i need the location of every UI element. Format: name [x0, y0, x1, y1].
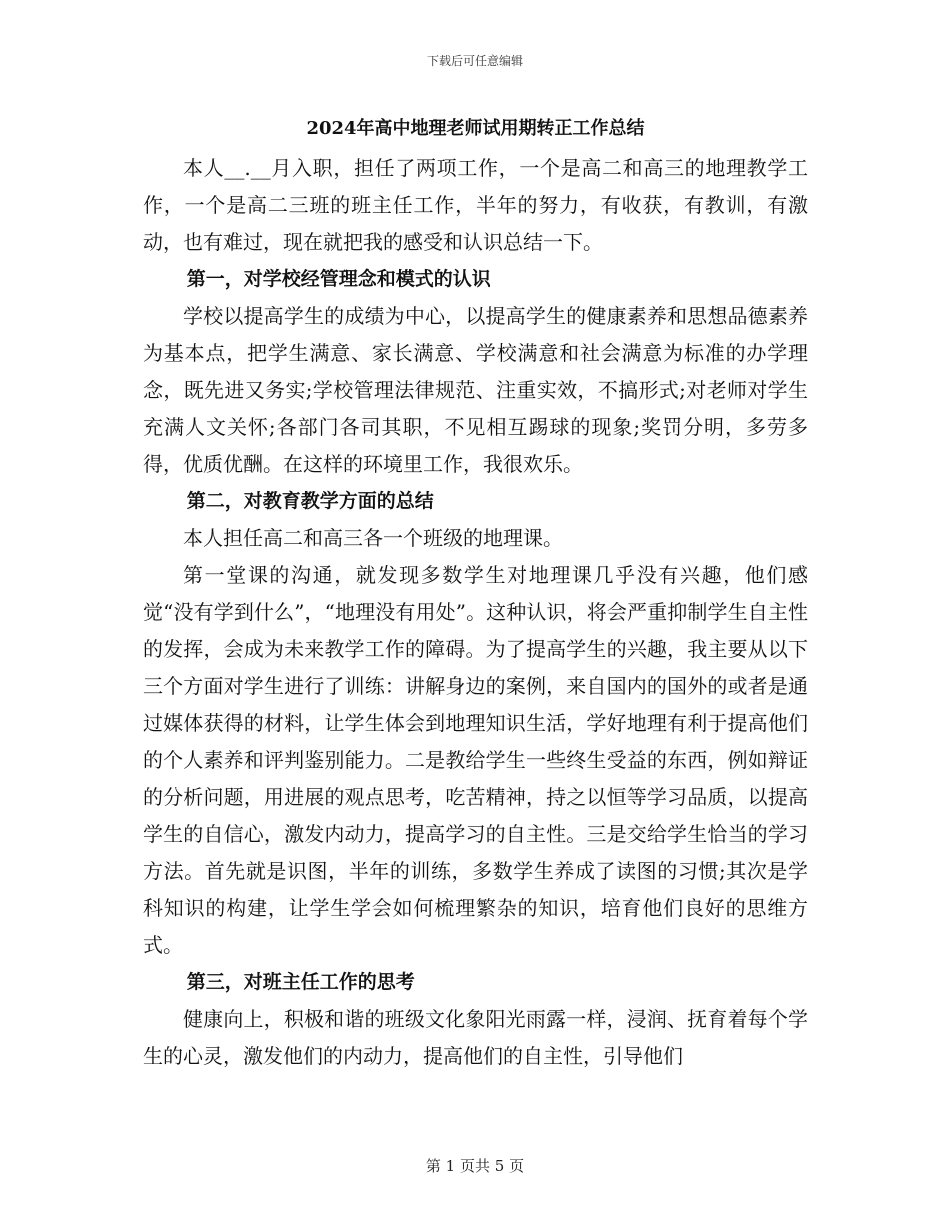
paragraph-teaching-summary: 第一堂课的沟通，就发现多数学生对地理课几乎没有兴趣，他们感觉“没有学到什么”，“地理没有用处”。这种认识，将会严重抑制学生自主性的发挥，会成为未来教学工作的障碍。为了提高学生的兴趣，我主要从以下三个方面对学生进行了训练：讲解身边的案例，来自国内的国外的或者是通过媒体获得的材料，让学生体会到地理知识生活，学好地理有利于提高他们的个人素养和评判鉴别能力。二是教给学生一些终生受益的东西，例如辩证的分析问题，用进展的观点思考，吃苦精神，持之以恒等学习品质，以提高学生的自信心，激发内动力，提高学习的自主性。三是交给学生恰当的学习方法。首先就是识图，半年的训练，多数学生养成了读图的习惯;其次是学科知识的构建，让学生学会如何梳理繁杂的知识，培育他们良好的思维方式。 — [143, 563, 808, 957]
document-body — [143, 112, 808, 1075]
section-heading-2: 第二，对教育教学方面的总结 — [186, 490, 434, 512]
paragraph-intro: 本人__.__月入职，担任了两项工作，一个是高二和高三的地理教学工作，一个是高二三班的班主任工作，半年的努力，有收获，有教训，有激动，也有难过，现在就把我的感受和认识总结一下。 — [143, 156, 808, 254]
page-number: 第 1 页共 5 页 — [425, 1157, 525, 1175]
paragraph-teaching-assignment: 本人担任高二和高三各一个班级的地理课。 — [183, 526, 563, 550]
paragraph-class-culture: 健康向上，积极和谐的班级文化象阳光雨露一样，浸润、抚育着每个学生的心灵，激发他们的内动力，提高他们的自主性，引导他们 — [143, 1007, 808, 1068]
paragraph-school-philosophy: 学校以提高学生的成绩为中心，以提高学生的健康素养和思想品德素养为基本点，把学生满意、家长满意、学校满意和社会满意为标准的办学理念，既先进又务实;学校管理法律规范、注重实效，不搞形式;对老师对学生充满人文关怀;各部门各司其职，不见相互踢球的现象;奖罚分明，多劳多得，优质优酬。在这样的环境里工作，我很欢乐。 — [143, 304, 808, 476]
header-note: 下载后可任意编辑 — [426, 54, 523, 68]
section-heading-1: 第一，对学校经管理念和模式的认识 — [186, 268, 491, 290]
section-heading-3: 第三，对班主任工作的思考 — [186, 971, 415, 993]
document-title: 2024年高中地理老师试用期转正工作总结 — [306, 118, 645, 139]
